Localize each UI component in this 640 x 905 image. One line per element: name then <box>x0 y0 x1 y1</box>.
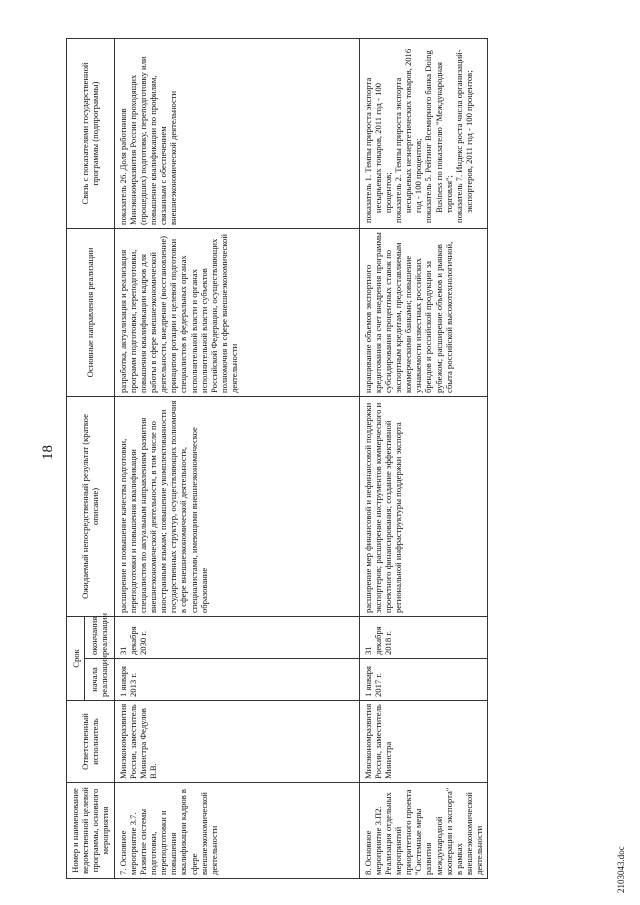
header-term: Срок <box>67 616 85 700</box>
start-date: 1 января 2013 г. <box>114 659 359 701</box>
header-end: окончания реализации <box>85 616 114 658</box>
responsible-executor: Минэкономразвития России, заместитель Министра Федулов В.В. <box>114 701 359 783</box>
header-row <box>67 38 85 878</box>
expected-result: расширение мер финансовой и нефинансовой поддержки экспортеров; расширение инструментов коммерческого и проектного финансирования; создание эффективной региональной инфраструктуры поддержки экспорта <box>359 396 488 616</box>
main-directions: разработка, актуализация и реализация программ подготовки, переподготовки, повышения квалификации кадров для работы в сфере внешнеэкономической деятельности, внедрение (восстановление) принципов ротации и целевой подготовки специалистов в федеральных органах исполнительной власти и органах исполнительной власти субъектов Российской Федерации, осуществляющих полномочия в сфере внешнеэкономической деятельности <box>114 228 359 396</box>
header-result: Ожидаемый непосредственный результат (краткое описание) <box>67 396 115 616</box>
header-name: Номер и наименование ведомственной целевой программы, основного мероприятия <box>67 783 115 879</box>
document-filename: 2103043.doc <box>616 846 626 893</box>
table-row <box>114 38 359 878</box>
header-start: начала реализации <box>85 659 114 701</box>
end-date: 31 декабря 2018 г. <box>359 616 488 658</box>
measure-name: 7. Основное мероприятие 3.7. Развитие системы подготовки, переподготовки и повышения квалификации кадров в сфере внешнеэкономической деятельности <box>114 783 359 879</box>
end-date: 31 декабря 2030 г. <box>114 616 359 658</box>
start-date: 1 января 2017 г. <box>359 659 488 701</box>
header-indicators: Связь с показателями государственной программы (подпрограммы) <box>67 38 115 228</box>
header-directions: Основные направления реализации <box>67 228 115 396</box>
main-directions: наращивание объемов экспортного кредитования за счет внедрения программы субсидирования процентных ставок по экспортным кредитам, предоставляемым коммерческими банками; повышение узнаваемости известных российских брендов и российской продукции за рубежом; расширение объемов и рынков сбыта российской высокотехнологичной, <box>359 228 488 396</box>
measures-table <box>66 38 488 879</box>
measure-name: 8. Основное мероприятие 3.П2. Реализация отдельных мероприятий приоритетного проекта "Системные меры развития международной кооперации и экспорта" в рамках внешнеэкономической деятельности <box>359 783 488 879</box>
indicator-item: показатель 2. Темпы прироста экспорта несырьевых неэнергетических товаров, 2016 год - 100 процентов; <box>392 48 424 223</box>
indicator-item: показатель 1. Темпы прироста экспорта несырьевых товаров, 2011 год - 100 процентов; <box>362 77 393 223</box>
responsible-executor: Минэкономразвития России, заместитель Министра <box>359 701 488 783</box>
program-indicators: показатель 26. Доля работников Минэкономразвития России проходящих (прошедших) подготовку, переподготовку или повышение квалификации по профилям, связанным с обеспечением внешнеэкономической деятельности <box>114 38 359 228</box>
page-number: 18 <box>40 445 56 460</box>
table-row <box>359 38 488 878</box>
indicator-item: показатель 5. Рейтинг Всемирного банка Doing Business по показателю "Международная торговля"; <box>423 50 454 223</box>
indicator-item: показатель 7. Индекс роста числа организаций-экспортеров, 2011 год - 100 процентов; <box>453 49 474 223</box>
header-responsible: Ответственный исполнитель <box>67 701 115 783</box>
program-indicators <box>359 38 488 228</box>
expected-result: расширение и повышение качества подготовки, переподготовки и повышения квалификации специалистов по актуальным направлениям развития внешнеэкономической деятельности, в том числе по иностранным языкам; повышение укомплектованности государственных структур, осуществляющих полномочия в сфере внешнеэкономической деятельности, специалистами, имеющими внешнеэкономическое образование <box>114 396 359 616</box>
